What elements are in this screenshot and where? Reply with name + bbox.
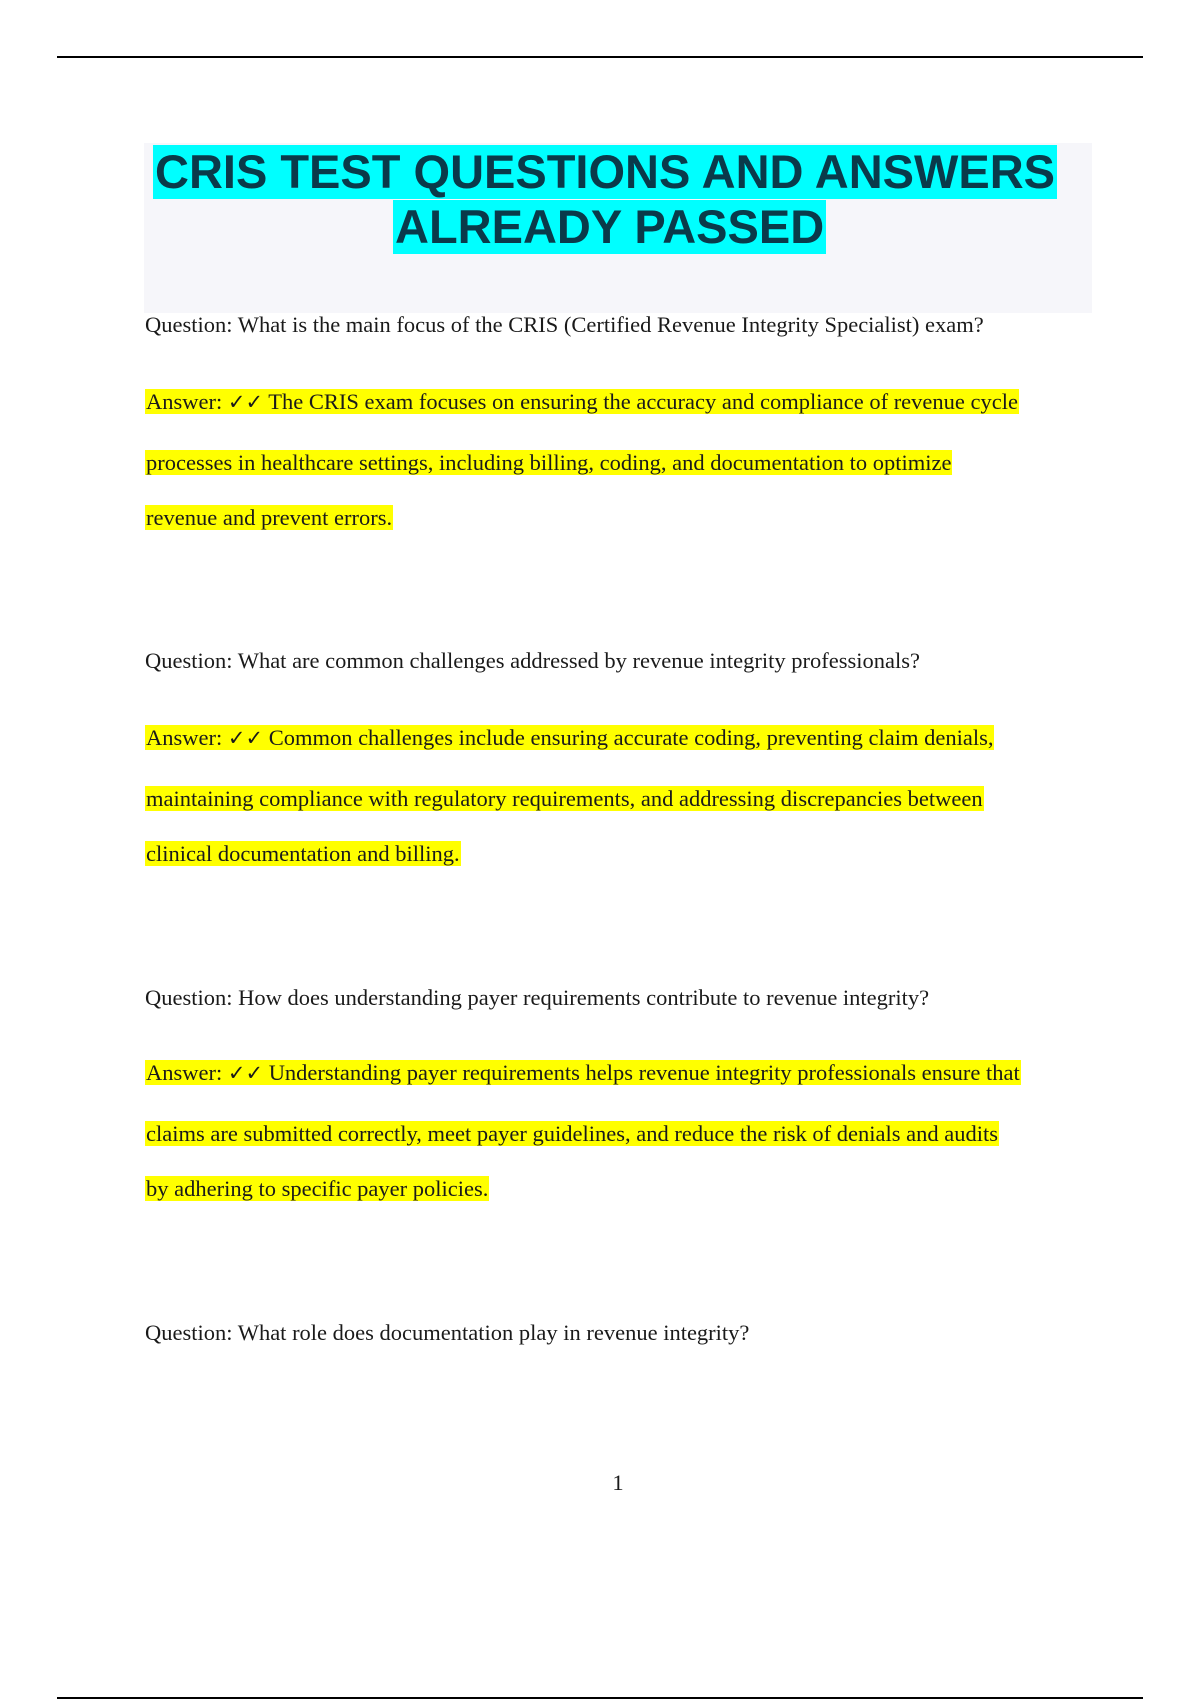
check-icon: ✓✓	[227, 726, 264, 750]
answer-line: processes in healthcare settings, including billing, coding, and documentation to optimize	[146, 450, 952, 475]
question-text: Question: How does understanding payer requirements contribute to revenue integrity?	[145, 985, 930, 1010]
answer-line: by adhering to specific payer policies.	[146, 1176, 489, 1201]
answer-line: revenue and prevent errors.	[146, 505, 393, 530]
qa-item-2	[145, 646, 1095, 676]
qa-item-1	[145, 310, 1095, 340]
answer-block-3	[145, 1058, 1095, 1208]
question-text: Question: What is the main focus of the CRIS (Certified Revenue Integrity Specialist) exam?	[145, 312, 984, 337]
question-text: Question: What role does documentation play in revenue integrity?	[145, 1320, 750, 1345]
title-line-2: ALREADY PASSED	[395, 200, 825, 253]
answer-line: Answer: ✓✓ Understanding payer requirements helps revenue integrity professionals ensure that	[146, 1060, 1020, 1085]
page-number: 1	[612, 1470, 624, 1495]
document-title	[144, 143, 1092, 313]
answer-block-1	[145, 387, 1095, 537]
check-icon: ✓✓	[227, 390, 264, 414]
question-text: Question: What are common challenges addressed by revenue integrity professionals?	[145, 648, 920, 673]
answer-line: maintaining compliance with regulatory requirements, and addressing discrepancies between	[146, 786, 983, 811]
qa-item-4	[145, 1318, 1095, 1348]
answer-line: claims are submitted correctly, meet payer guidelines, and reduce the risk of denials and audits	[146, 1121, 998, 1146]
answer-line: clinical documentation and billing.	[146, 841, 460, 866]
bottom-rule	[57, 1697, 1143, 1699]
qa-item-3	[145, 983, 1095, 1013]
top-rule	[57, 56, 1143, 58]
answer-prefix: Answer:	[146, 725, 228, 750]
answer-prefix: Answer:	[146, 1060, 228, 1085]
answer-line: Answer: ✓✓ The CRIS exam focuses on ensuring the accuracy and compliance of revenue cycle	[146, 389, 1018, 414]
title-line-1: CRIS TEST QUESTIONS AND ANSWERS	[155, 145, 1056, 198]
answer-prefix: Answer:	[146, 389, 228, 414]
answer-line: Answer: ✓✓ Common challenges include ensuring accurate coding, preventing claim denials,	[146, 725, 994, 750]
check-icon: ✓✓	[227, 1061, 264, 1085]
answer-block-2	[145, 723, 1095, 873]
